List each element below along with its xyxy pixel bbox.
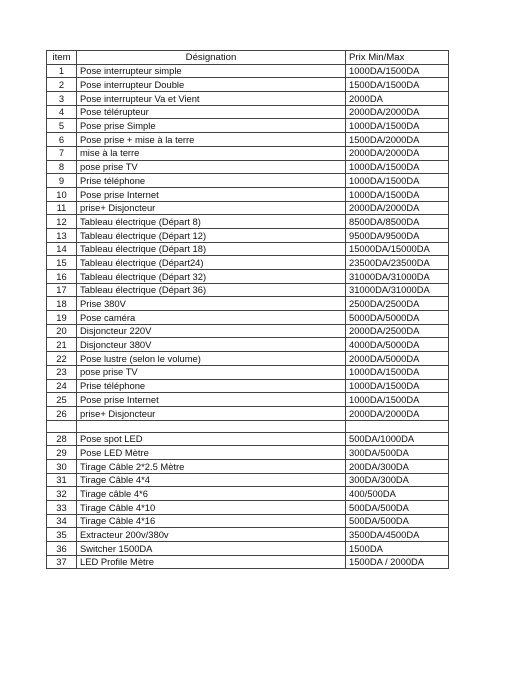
- price-table: [46, 50, 449, 569]
- cell-prix: 15000DA/15000DA: [346, 242, 449, 256]
- cell-prix: 2000DA/5000DA: [346, 352, 449, 366]
- cell-item: 8: [47, 160, 77, 174]
- cell-item: 11: [47, 201, 77, 215]
- cell-prix: 400/500DA: [346, 487, 449, 501]
- cell-prix: 2000DA/2000DA: [346, 201, 449, 215]
- cell-item: 9: [47, 174, 77, 188]
- table-row: [47, 542, 449, 556]
- table-row: [47, 133, 449, 147]
- cell-prix: 2000DA/2000DA: [346, 146, 449, 160]
- table-body: [47, 64, 449, 569]
- cell-prix: 1500DA/1500DA: [346, 78, 449, 92]
- cell-desig: Pose prise Internet: [77, 393, 346, 407]
- cell-prix: 1000DA/1500DA: [346, 393, 449, 407]
- cell-prix: 2500DA/2500DA: [346, 297, 449, 311]
- cell-desig: mise à la terre: [77, 146, 346, 160]
- cell-prix: 23500DA/23500DA: [346, 256, 449, 270]
- table-row: [47, 64, 449, 78]
- cell-prix: [346, 420, 449, 432]
- cell-item: 23: [47, 365, 77, 379]
- cell-item: 21: [47, 338, 77, 352]
- cell-prix: 500DA/1000DA: [346, 432, 449, 446]
- table-row: [47, 215, 449, 229]
- cell-prix: 1000DA/1500DA: [346, 379, 449, 393]
- table-row: [47, 473, 449, 487]
- cell-item: 18: [47, 297, 77, 311]
- cell-prix: 1500DA/2000DA: [346, 133, 449, 147]
- cell-desig: Tirage câble 4*6: [77, 487, 346, 501]
- header-row: [47, 51, 449, 65]
- cell-desig: Pose interrupteur simple: [77, 64, 346, 78]
- table-row: [47, 446, 449, 460]
- table-row: [47, 379, 449, 393]
- cell-item: 33: [47, 501, 77, 515]
- cell-item: 28: [47, 432, 77, 446]
- cell-prix: 5000DA/5000DA: [346, 311, 449, 325]
- table-row: [47, 514, 449, 528]
- cell-desig: Tableau électrique (Départ 36): [77, 283, 346, 297]
- table-row: [47, 528, 449, 542]
- table-row: [47, 283, 449, 297]
- cell-desig: LED Profile Mètre: [77, 555, 346, 569]
- column-header-prix: Prix Min/Max: [346, 51, 449, 65]
- cell-prix: 1000DA/1500DA: [346, 64, 449, 78]
- cell-desig: Extracteur 200v/380v: [77, 528, 346, 542]
- cell-desig: Pose prise + mise à la terre: [77, 133, 346, 147]
- cell-desig: Pose spot LED: [77, 432, 346, 446]
- cell-item: 5: [47, 119, 77, 133]
- table-row: [47, 406, 449, 420]
- table-row: [47, 187, 449, 201]
- cell-desig: [77, 420, 346, 432]
- cell-prix: 500DA/500DA: [346, 514, 449, 528]
- table-row: [47, 92, 449, 106]
- table-row: [47, 146, 449, 160]
- cell-prix: 1500DA: [346, 542, 449, 556]
- cell-item: 22: [47, 352, 77, 366]
- table-row: [47, 201, 449, 215]
- cell-desig: Tirage Câble 4*4: [77, 473, 346, 487]
- cell-desig: Pose interrupteur Double: [77, 78, 346, 92]
- cell-item: 26: [47, 406, 77, 420]
- table-row: [47, 420, 449, 432]
- cell-desig: prise+ Disjoncteur: [77, 201, 346, 215]
- cell-desig: Pose LED Mètre: [77, 446, 346, 460]
- cell-desig: pose prise TV: [77, 365, 346, 379]
- table-row: [47, 555, 449, 569]
- table-header: [47, 51, 449, 65]
- cell-prix: 1000DA/1500DA: [346, 187, 449, 201]
- cell-desig: Tableau électrique (Départ24): [77, 256, 346, 270]
- cell-prix: 2000DA: [346, 92, 449, 106]
- cell-desig: Disjoncteur 380V: [77, 338, 346, 352]
- cell-desig: Tableau électrique (Départ 32): [77, 270, 346, 284]
- cell-prix: 4000DA/5000DA: [346, 338, 449, 352]
- cell-desig: pose prise TV: [77, 160, 346, 174]
- cell-item: 36: [47, 542, 77, 556]
- table-row: [47, 160, 449, 174]
- cell-item: 19: [47, 311, 77, 325]
- cell-desig: Pose prise Internet: [77, 187, 346, 201]
- cell-prix: 31000DA/31000DA: [346, 283, 449, 297]
- cell-desig: prise+ Disjoncteur: [77, 406, 346, 420]
- cell-prix: 1000DA/1500DA: [346, 174, 449, 188]
- cell-prix: 2000DA/2000DA: [346, 406, 449, 420]
- cell-prix: 2000DA/2000DA: [346, 105, 449, 119]
- cell-desig: Pose télérupteur: [77, 105, 346, 119]
- cell-item: 34: [47, 514, 77, 528]
- table-row: [47, 432, 449, 446]
- cell-prix: 200DA/300DA: [346, 459, 449, 473]
- cell-item: 29: [47, 446, 77, 460]
- cell-prix: 1000DA/1500DA: [346, 160, 449, 174]
- table-row: [47, 256, 449, 270]
- table-row: [47, 174, 449, 188]
- column-header-item: item: [47, 51, 77, 65]
- cell-item: 37: [47, 555, 77, 569]
- cell-prix: 1000DA/1500DA: [346, 119, 449, 133]
- table-row: [47, 297, 449, 311]
- cell-desig: Tableau électrique (Départ 12): [77, 228, 346, 242]
- cell-item: 25: [47, 393, 77, 407]
- cell-desig: Tirage Câble 2*2.5 Mètre: [77, 459, 346, 473]
- table-row: [47, 324, 449, 338]
- table-row: [47, 311, 449, 325]
- cell-prix: 3500DA/4500DA: [346, 528, 449, 542]
- table-row: [47, 393, 449, 407]
- cell-item: [47, 420, 77, 432]
- column-header-designation: Désignation: [77, 51, 346, 65]
- cell-desig: Prise téléphone: [77, 174, 346, 188]
- cell-desig: Tableau électrique (Départ 18): [77, 242, 346, 256]
- table-row: [47, 270, 449, 284]
- cell-item: 16: [47, 270, 77, 284]
- cell-prix: 9500DA/9500DA: [346, 228, 449, 242]
- table-row: [47, 338, 449, 352]
- cell-prix: 31000DA/31000DA: [346, 270, 449, 284]
- cell-prix: 2000DA/2500DA: [346, 324, 449, 338]
- cell-item: 13: [47, 228, 77, 242]
- table-row: [47, 242, 449, 256]
- cell-prix: 8500DA/8500DA: [346, 215, 449, 229]
- table-row: [47, 78, 449, 92]
- cell-item: 35: [47, 528, 77, 542]
- cell-prix: 500DA/500DA: [346, 501, 449, 515]
- cell-item: 30: [47, 459, 77, 473]
- cell-item: 10: [47, 187, 77, 201]
- cell-item: 7: [47, 146, 77, 160]
- table-row: [47, 105, 449, 119]
- cell-desig: Tirage Câble 4*16: [77, 514, 346, 528]
- cell-item: 24: [47, 379, 77, 393]
- cell-item: 17: [47, 283, 77, 297]
- cell-desig: Tirage Câble 4*10: [77, 501, 346, 515]
- table-row: [47, 487, 449, 501]
- cell-item: 15: [47, 256, 77, 270]
- cell-desig: Pose prise Simple: [77, 119, 346, 133]
- table-row: [47, 501, 449, 515]
- cell-desig: Switcher 1500DA: [77, 542, 346, 556]
- cell-item: 31: [47, 473, 77, 487]
- table-row: [47, 228, 449, 242]
- cell-prix: 300DA/300DA: [346, 473, 449, 487]
- cell-item: 4: [47, 105, 77, 119]
- cell-desig: Disjoncteur 220V: [77, 324, 346, 338]
- cell-prix: 300DA/500DA: [346, 446, 449, 460]
- cell-item: 1: [47, 64, 77, 78]
- table-row: [47, 365, 449, 379]
- cell-item: 3: [47, 92, 77, 106]
- cell-desig: Prise 380V: [77, 297, 346, 311]
- cell-desig: Prise téléphone: [77, 379, 346, 393]
- cell-item: 2: [47, 78, 77, 92]
- cell-prix: 1000DA/1500DA: [346, 365, 449, 379]
- cell-item: 6: [47, 133, 77, 147]
- cell-desig: Pose interrupteur Va et Vient: [77, 92, 346, 106]
- table-row: [47, 352, 449, 366]
- table-row: [47, 459, 449, 473]
- table-row: [47, 119, 449, 133]
- cell-prix: 1500DA / 2000DA: [346, 555, 449, 569]
- cell-desig: Pose lustre (selon le volume): [77, 352, 346, 366]
- cell-item: 20: [47, 324, 77, 338]
- cell-item: 14: [47, 242, 77, 256]
- cell-item: 12: [47, 215, 77, 229]
- cell-desig: Pose caméra: [77, 311, 346, 325]
- cell-desig: Tableau électrique (Départ 8): [77, 215, 346, 229]
- cell-item: 32: [47, 487, 77, 501]
